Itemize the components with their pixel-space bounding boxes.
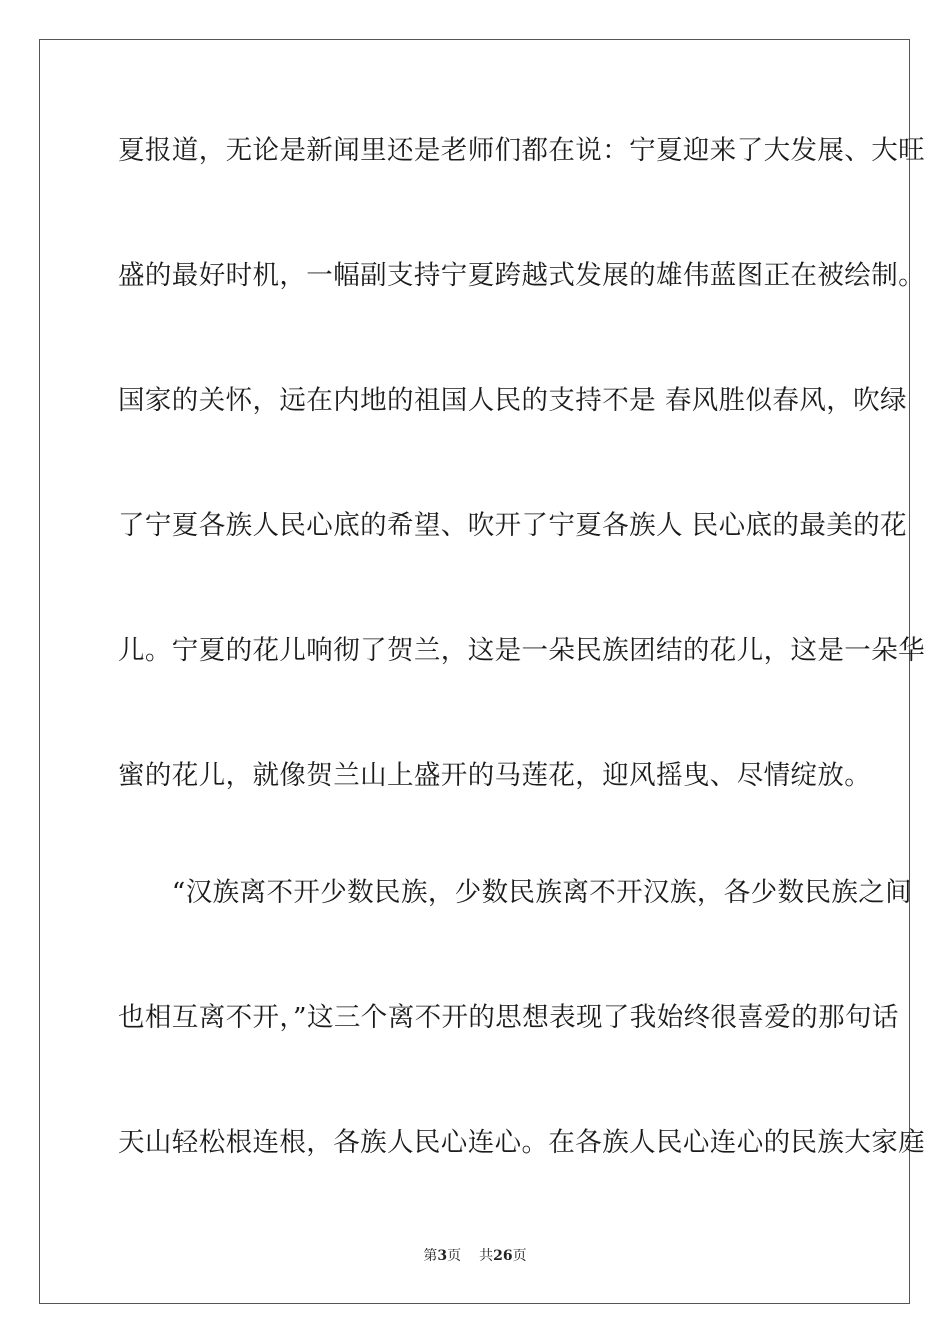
page-suffix: 页 bbox=[447, 1248, 462, 1264]
total-pages: 26 bbox=[493, 1248, 513, 1264]
text-line: “汉族离不开少数民族，少数民族离不开汉族，各少数民族之间 bbox=[118, 877, 913, 908]
text-line: 夏报道，无论是新闻里还是老师们都在说：宁夏迎来了大发展、大旺 bbox=[118, 135, 925, 166]
total-prefix: 共 bbox=[479, 1248, 494, 1264]
text-line: 国家的关怀，远在内地的祖国人民的支持不是 春风胜似春风，吹绿 bbox=[118, 385, 907, 416]
page-prefix: 第 bbox=[423, 1248, 438, 1264]
text-line: 蜜的花儿，就像贺兰山上盛开的马莲花，迎风摇曳、尽情绽放。 bbox=[118, 760, 872, 791]
text-line: 了宁夏各族人民心底的希望、吹开了宁夏各族人 民心底的最美的花 bbox=[118, 510, 907, 541]
page-footer bbox=[0, 1247, 950, 1265]
page-border bbox=[39, 39, 925, 1304]
text-line: 盛的最好时机，一幅副支持宁夏跨越式发展的雄伟蓝图正在被绘制。 bbox=[118, 260, 925, 291]
text-line: 也相互离不开，”这三个离不开的思想表现了我始终很喜爱的那句话 bbox=[118, 1002, 899, 1033]
total-suffix: 页 bbox=[512, 1248, 527, 1264]
text-line: 天山轻松根连根，各族人民心连心。在各族人民心连心的民族大家庭 bbox=[118, 1127, 925, 1158]
page-number: 3 bbox=[437, 1248, 448, 1264]
text-line: 儿。宁夏的花儿响彻了贺兰，这是一朵民族团结的花儿，这是一朵华 bbox=[118, 635, 925, 666]
